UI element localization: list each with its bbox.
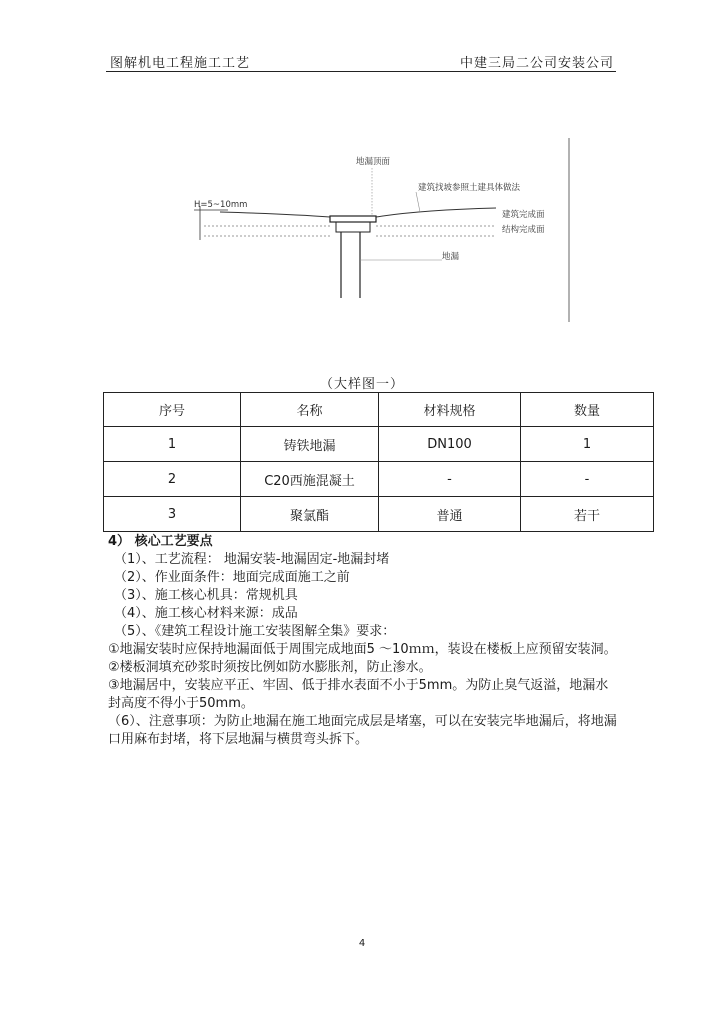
cell-name: 聚氯酯 — [241, 497, 379, 532]
table-row — [104, 427, 654, 462]
header-rule — [106, 71, 616, 72]
header-company: 中建三局二公司安装公司 — [459, 56, 614, 71]
cell-index: 3 — [104, 497, 241, 532]
list-item: （1）、工艺流程： 地漏安装-地漏固定-地漏封堵 — [114, 552, 390, 567]
requirement-paragraph: ②楼板洞填充砂浆时须按比例如防水膨胀剂，防止渗水。 — [108, 660, 432, 675]
notes-paragraph: （6）、注意事项：为防止地漏在施工地面完成层是堵塞，可以在安装完毕地漏后，将地漏口用麻布封堵，将下层地漏与横贯弯头拆下。 — [108, 714, 617, 747]
cell-spec: - — [379, 462, 521, 497]
table-row — [104, 497, 654, 532]
cell-spec: DN100 — [379, 427, 521, 462]
requirement-paragraph: ③地漏居中，安装应平正、牢固、低于排水表面不小于5mm。为防止臭气返溢，地漏水封高度不得小于50mm。 — [108, 678, 609, 711]
cell-quantity: - — [521, 462, 654, 497]
section-heading: 4） 核心工艺要点 — [108, 534, 213, 549]
figure-caption: （大样图一） — [319, 377, 404, 392]
floor-drain-diagram — [180, 130, 580, 330]
cell-quantity: 若干 — [521, 497, 654, 532]
drain-grate — [330, 216, 376, 222]
table-row — [104, 462, 654, 497]
cell-quantity: 1 — [521, 427, 654, 462]
label-drain-top: 地漏顶面 — [356, 157, 391, 167]
page-number: 4 — [358, 938, 366, 949]
materials-table — [103, 392, 654, 532]
cell-index: 2 — [104, 462, 241, 497]
process-points-section — [108, 533, 618, 749]
page-header — [106, 50, 616, 72]
table-header-row — [104, 393, 654, 427]
slope-left — [220, 212, 330, 217]
drain-body — [336, 222, 370, 232]
leader-slope — [416, 192, 420, 212]
label-structure-surface: 结构完成面 — [502, 225, 545, 235]
slope-right — [376, 208, 496, 217]
label-height: H=5~10mm — [194, 200, 248, 210]
cell-name: 铸铁地漏 — [241, 427, 379, 462]
cell-name: C20西施混凝土 — [241, 462, 379, 497]
list-item: （4）、施工核心材料来源：成品 — [114, 606, 298, 621]
label-slope-note: 建筑找坡参照土建具体做法 — [418, 183, 521, 193]
label-finished-surface: 建筑完成面 — [502, 210, 545, 220]
header-title: 图解机电工程施工工艺 — [110, 56, 251, 71]
list-item: （3）、施工核心机具：常规机具 — [114, 588, 298, 603]
cell-spec: 普通 — [379, 497, 521, 532]
list-item: （5）、《建筑工程设计施工安装图解全集》要求： — [114, 624, 396, 639]
requirement-paragraph: ①地漏安装时应保持地漏面低于周围完成地面5 ～10ｍｍ，装设在楼板上应预留安装洞。 — [108, 642, 617, 657]
label-drain: 地漏 — [442, 252, 460, 262]
header-name: 名称 — [241, 393, 379, 427]
header-spec: 材料规格 — [379, 393, 521, 427]
header-quantity: 数量 — [521, 393, 654, 427]
cell-index: 1 — [104, 427, 241, 462]
header-index: 序号 — [104, 393, 241, 427]
list-item: （2）、作业面条件：地面完成面施工之前 — [114, 570, 350, 585]
